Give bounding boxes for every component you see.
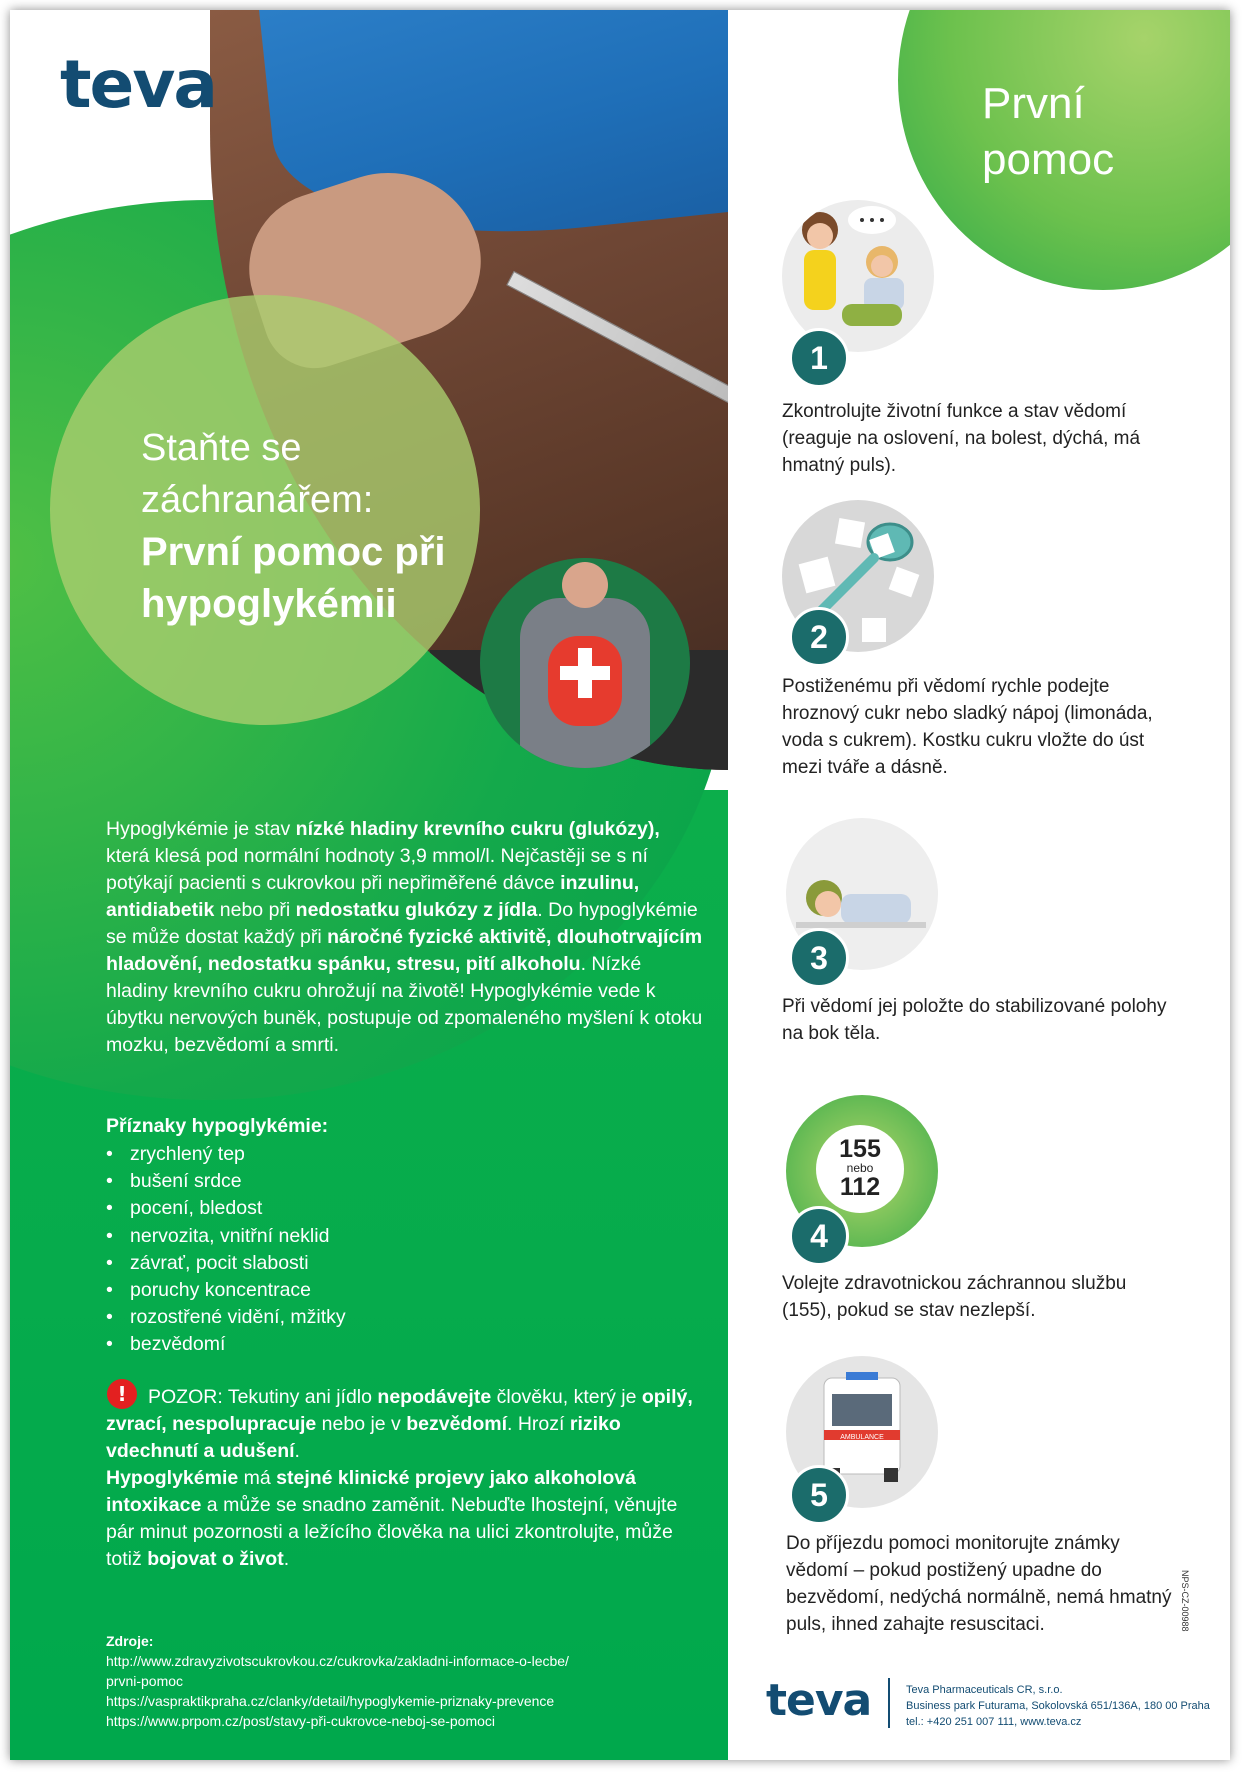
intro-paragraph: Hypoglykémie je stav nízké hladiny krevního cukru (glukózy), která klesá pod normální hodnoty 3,9 mmol/l. Nejčastěji se s ní potýkají pacienti s cukrovkou při nepřiměřené dávce inzulinu, antidiabetik nebo při nedostatku glukózy z jídla. Do hypoglykémie se může dostat každý při náročné fyzické aktivitě, dlouhotrvajícím hladovění, nedostatku spánku, stresu, pití alkoholu. Nízké hladiny krevního cukru ohrožují na životě! Hypoglykémie vede k úbytku nervových buněk, postupuje od zpomaleného myšlení k otoku mozku, bezvědomí a smrti. xyxy=(106,818,703,1056)
emergency-number-112: 112 xyxy=(839,1173,881,1201)
footer-teva-logo: teva xyxy=(766,1675,872,1726)
hero-title-bold1: První pomoc při xyxy=(141,530,446,574)
warning-paragraph: POZOR: Tekutiny ani jídlo nepodávejte člověku, který je opilý, zvrací, nespolupracuje nebo je v bezvědomí. Hrozí riziko vdechnutí a udušení. Hypoglykémie má stejné klinické projevy jako alkoholová intoxikace a může se snadno zaměnit. Nebuďte lhostejní, věnujte pár minut pozornosti a ležícího člověka na ulici zkontrolujte, může totiž bojovat o život. xyxy=(106,1386,693,1570)
symptom-item: • rozostřené vidění, mžitky xyxy=(106,1304,346,1331)
phone-callout xyxy=(816,1125,904,1213)
symptom-item: • závrať, pocit slabosti xyxy=(106,1250,346,1277)
step-2-number: 2 xyxy=(789,607,849,667)
sources xyxy=(106,1631,706,1731)
footer-contact: tel.: +420 251 007 111, www.teva.cz xyxy=(906,1716,1082,1728)
step-2-text: Postiženému při vědomí rychle podejte hroznový cukr nebo sladký nápoj (limonáda, voda s cukrem). Kostku cukru vložte do úst mezi tváře a dásně. xyxy=(782,676,1153,778)
footer-info xyxy=(906,1682,1216,1730)
teva-logo: teva xyxy=(60,46,216,123)
step-3-text: Při vědomí jej položte do stabilizované polohy na bok těla. xyxy=(782,996,1167,1044)
footer-address: Business park Futurama, Sokolovská 651/136A, 180 00 Praha xyxy=(906,1700,1210,1712)
first-aid-cross-bar xyxy=(560,666,610,680)
hero-head xyxy=(562,562,608,608)
svg-text:AMBULANCE: AMBULANCE xyxy=(840,1434,884,1441)
symptom-item: • poruchy koncentrace xyxy=(106,1277,346,1304)
footer-divider xyxy=(888,1678,890,1728)
first-aid-title-line1: První xyxy=(982,79,1085,128)
step-4-text: Volejte zdravotnickou záchrannou službu (155), pokud se stav nezlepší. xyxy=(782,1273,1127,1321)
first-aid-title xyxy=(982,76,1114,188)
source-link[interactable]: https://vaspraktikpraha.cz/clanky/detail/hypoglykemie-priznaky-prevence xyxy=(106,1693,555,1709)
symptom-item: • nervozita, vnitřní neklid xyxy=(106,1223,346,1250)
hero-title-line1: Staňte se xyxy=(141,427,302,469)
hero-title-bold2: hypoglykémii xyxy=(141,582,397,626)
warning-icon: ! xyxy=(107,1379,137,1409)
document-code: NPS-CZ-00988 xyxy=(1180,1570,1190,1632)
footer-company: Teva Pharmaceuticals CR, s.r.o. xyxy=(906,1684,1063,1696)
step-4-number: 4 xyxy=(789,1206,849,1266)
symptom-item: • zrychlený tep xyxy=(106,1141,346,1168)
symptom-item: • bezvědomí xyxy=(106,1331,346,1358)
left-column xyxy=(10,10,728,1760)
hero-title-bold xyxy=(141,526,501,630)
source-link[interactable]: http://www.zdravyzivotscukrovkou.cz/cukrovka/zakladni-informace-o-lecbe/ xyxy=(106,1653,569,1669)
step-1-number: 1 xyxy=(789,328,849,388)
step-1-illustration xyxy=(782,200,934,352)
step-5-number: 5 xyxy=(789,1465,849,1525)
symptom-item: • pocení, bledost xyxy=(106,1195,346,1222)
source-link[interactable]: https://www.prpom.cz/post/stavy-při-cukrovce-neboj-se-pomoci xyxy=(106,1713,496,1729)
first-aid-title-line2: pomoc xyxy=(982,135,1115,184)
hero-title-line2: záchranářem: xyxy=(141,479,374,521)
sources-title: Zdroje: xyxy=(106,1633,154,1649)
symptoms-title: Příznaky hypoglykémie: xyxy=(106,1115,329,1137)
poster xyxy=(10,10,1230,1760)
symptom-item: • bušení srdce xyxy=(106,1168,346,1195)
hero-title xyxy=(141,422,501,526)
symptoms-list xyxy=(106,1141,346,1359)
emergency-number-155: 155 xyxy=(839,1135,881,1163)
callout-or: nebo xyxy=(846,1161,874,1175)
source-link[interactable]: prvni-pomoc xyxy=(106,1673,184,1689)
child-and-helper-icon xyxy=(782,200,934,352)
syringe-icon xyxy=(506,271,728,408)
right-column xyxy=(728,10,1230,1760)
step-5-text: Do příjezdu pomoci monitorujte známky vědomí – pokud postižený upadne do bezvědomí, nedýchá normálně, nemá hmatný puls, ihned zahajte resuscitaci. xyxy=(786,1533,1172,1635)
step-1-text: Zkontrolujte životní funkce a stav vědomí (reaguje na oslovení, na bolest, dýchá, má hmatný puls). xyxy=(782,401,1141,476)
superhero-illustration xyxy=(480,558,690,768)
step-3-number: 3 xyxy=(789,928,849,988)
